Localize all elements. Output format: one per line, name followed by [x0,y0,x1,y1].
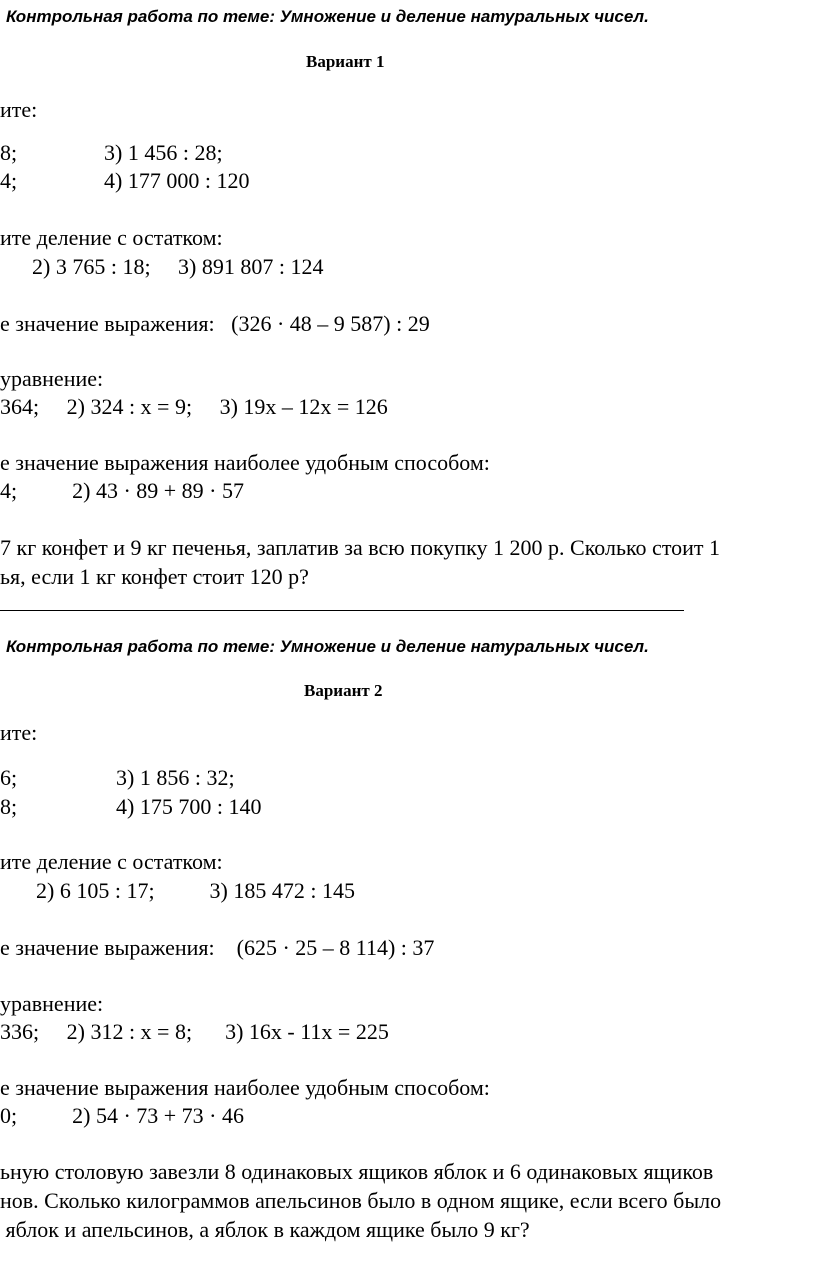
v2-task1-item-1: 6; [0,765,18,790]
v1-task4-items: 364; 2) 324 : x = 9; 3) 19x – 12x = 126 [0,394,388,419]
v2-task4-heading: уравнение: [0,991,104,1016]
v1-task5-items: 4; 2) 43 · 89 + 89 · 57 [0,478,244,503]
v1-task1-item-4: 4) 177 000 : 120 [104,168,250,193]
v2-variant-title: Вариант 2 [304,681,383,700]
v1-task1-item-1: 8; [0,140,18,165]
v2-task5-heading: е значение выражения наиболее удобным способом: [0,1075,490,1100]
v1-task1-heading: ите: [0,97,38,122]
v2-task2-items: 2) 6 105 : 17; 3) 185 472 : 145 [36,878,355,903]
v1-task2-items: 2) 3 765 : 18; 3) 891 807 : 124 [32,254,324,279]
v1-task1-item-2: 4; [0,168,18,193]
v1-variant-title: Вариант 1 [306,52,385,71]
v2-task1-heading: ите: [0,720,38,745]
v1-task6-line-2: ья, если 1 кг конфет стоит 120 р? [0,564,309,589]
v1-task5-heading: е значение выражения наиболее удобным способом: [0,450,490,475]
v2-task6-line-3: яблок и апельсинов, а яблок в каждом ящике было 9 кг? [0,1217,530,1242]
v2-task6-line-2: нов. Сколько килограммов апельсинов было в одном ящике, если всего было [0,1188,722,1213]
v2-task5-items: 0; 2) 54 · 73 + 73 · 46 [0,1103,244,1128]
v2-task1-item-3: 3) 1 856 : 32; [116,765,235,790]
section-divider [0,610,684,611]
v2-task4-items: 336; 2) 312 : x = 8; 3) 16x - 11x = 225 [0,1019,389,1044]
v1-task3: е значение выражения: (326 · 48 – 9 587) : 29 [0,311,430,336]
v2-header: Контрольная работа по теме: Умножение и деление натуральных чисел. [6,637,649,656]
v1-header: Контрольная работа по теме: Умножение и деление натуральных чисел. [6,7,649,26]
v1-task2-heading: ите деление с остатком: [0,225,223,250]
v1-task6-line-1: 7 кг конфет и 9 кг печенья, заплатив за всю покупку 1 200 р. Сколько стоит 1 [0,535,721,560]
v1-task1-item-3: 3) 1 456 : 28; [104,140,223,165]
v2-task2-heading: ите деление с остатком: [0,849,223,874]
v2-task1-item-4: 4) 175 700 : 140 [116,794,262,819]
v2-task1-item-2: 8; [0,794,18,819]
v1-task4-heading: уравнение: [0,366,104,391]
v2-task3: е значение выражения: (625 · 25 – 8 114) : 37 [0,935,435,960]
v2-task6-line-1: ьную столовую завезли 8 одинаковых ящиков яблок и 6 одинаковых ящиков [0,1159,714,1184]
